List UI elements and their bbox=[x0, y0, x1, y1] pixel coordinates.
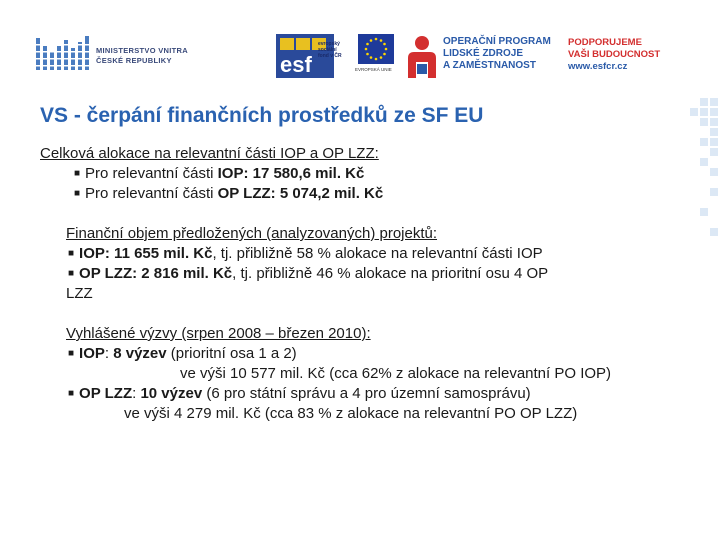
bullet-icon: ■ bbox=[68, 248, 75, 259]
list-item: ■ Pro relevantní části IOP: 17 580,6 mil. Kč bbox=[74, 165, 365, 182]
eu-caption: EVROPSKÁ UNIE bbox=[355, 67, 392, 72]
header bbox=[0, 0, 720, 92]
bullet-icon: ■ bbox=[68, 348, 75, 359]
list-item-continuation: LZZ bbox=[66, 285, 93, 302]
section1-heading: Celková alokace na relevantní části IOP a OP LZZ: bbox=[40, 145, 379, 162]
list-item-continuation: ve výši 10 577 mil. Kč (cca 62% z alokace na relevantní PO IOP) bbox=[180, 365, 612, 382]
op-lzz-logo-icon bbox=[404, 34, 440, 78]
list-item: ■ Pro relevantní části OP LZZ: 5 074,2 mil. Kč bbox=[74, 185, 384, 202]
ministry-name: MINISTERSTVO VNITRA ČESKÉ REPUBLIKY bbox=[96, 46, 188, 65]
page-title: VS - čerpání finančních prostředků ze SF EU bbox=[40, 104, 484, 127]
ministry-logo-icon bbox=[36, 34, 92, 74]
bullet-icon: ■ bbox=[68, 388, 75, 399]
support-slogan: PODPORUJEME VAŠI BUDOUCNOST www.esfcr.cz bbox=[568, 37, 661, 72]
bullet-icon: ■ bbox=[74, 188, 81, 199]
section3-heading: Vyhlášené výzvy (srpen 2008 – březen 2010): bbox=[66, 325, 371, 342]
list-item: ■ OP LZZ: 2 816 mil. Kč, tj. přibližně 46 % alokace na prioritní osu 4 OP bbox=[68, 265, 549, 282]
bullet-icon: ■ bbox=[74, 168, 81, 179]
esf-subtitle: evropský sociální fond v ČR bbox=[318, 41, 342, 59]
esf-label: esf bbox=[280, 52, 312, 77]
list-item: ■ OP LZZ: 10 výzev (6 pro státní správu a 4 pro územní samosprávu) bbox=[68, 385, 531, 402]
eu-flag-icon bbox=[358, 34, 394, 64]
op-lzz-name: OPERAČNÍ PROGRAM LIDSKÉ ZDROJE A ZAMĚSTNANOST bbox=[443, 36, 551, 71]
support-url: www.esfcr.cz bbox=[568, 61, 628, 72]
list-item: ■ IOP: 8 výzev (prioritní osa 1 a 2) bbox=[68, 345, 297, 362]
main-content bbox=[40, 144, 680, 424]
bullet-icon: ■ bbox=[68, 268, 75, 279]
list-item-continuation: ve výši 4 279 mil. Kč (cca 83 % z alokace na relevantní PO OP LZZ) bbox=[124, 405, 578, 422]
list-item: ■ IOP: 11 655 mil. Kč, tj. přibližně 58 % alokace na relevantní části IOP bbox=[68, 245, 543, 262]
section2-heading: Finanční objem předložených (analyzovaných) projektů: bbox=[66, 225, 438, 242]
